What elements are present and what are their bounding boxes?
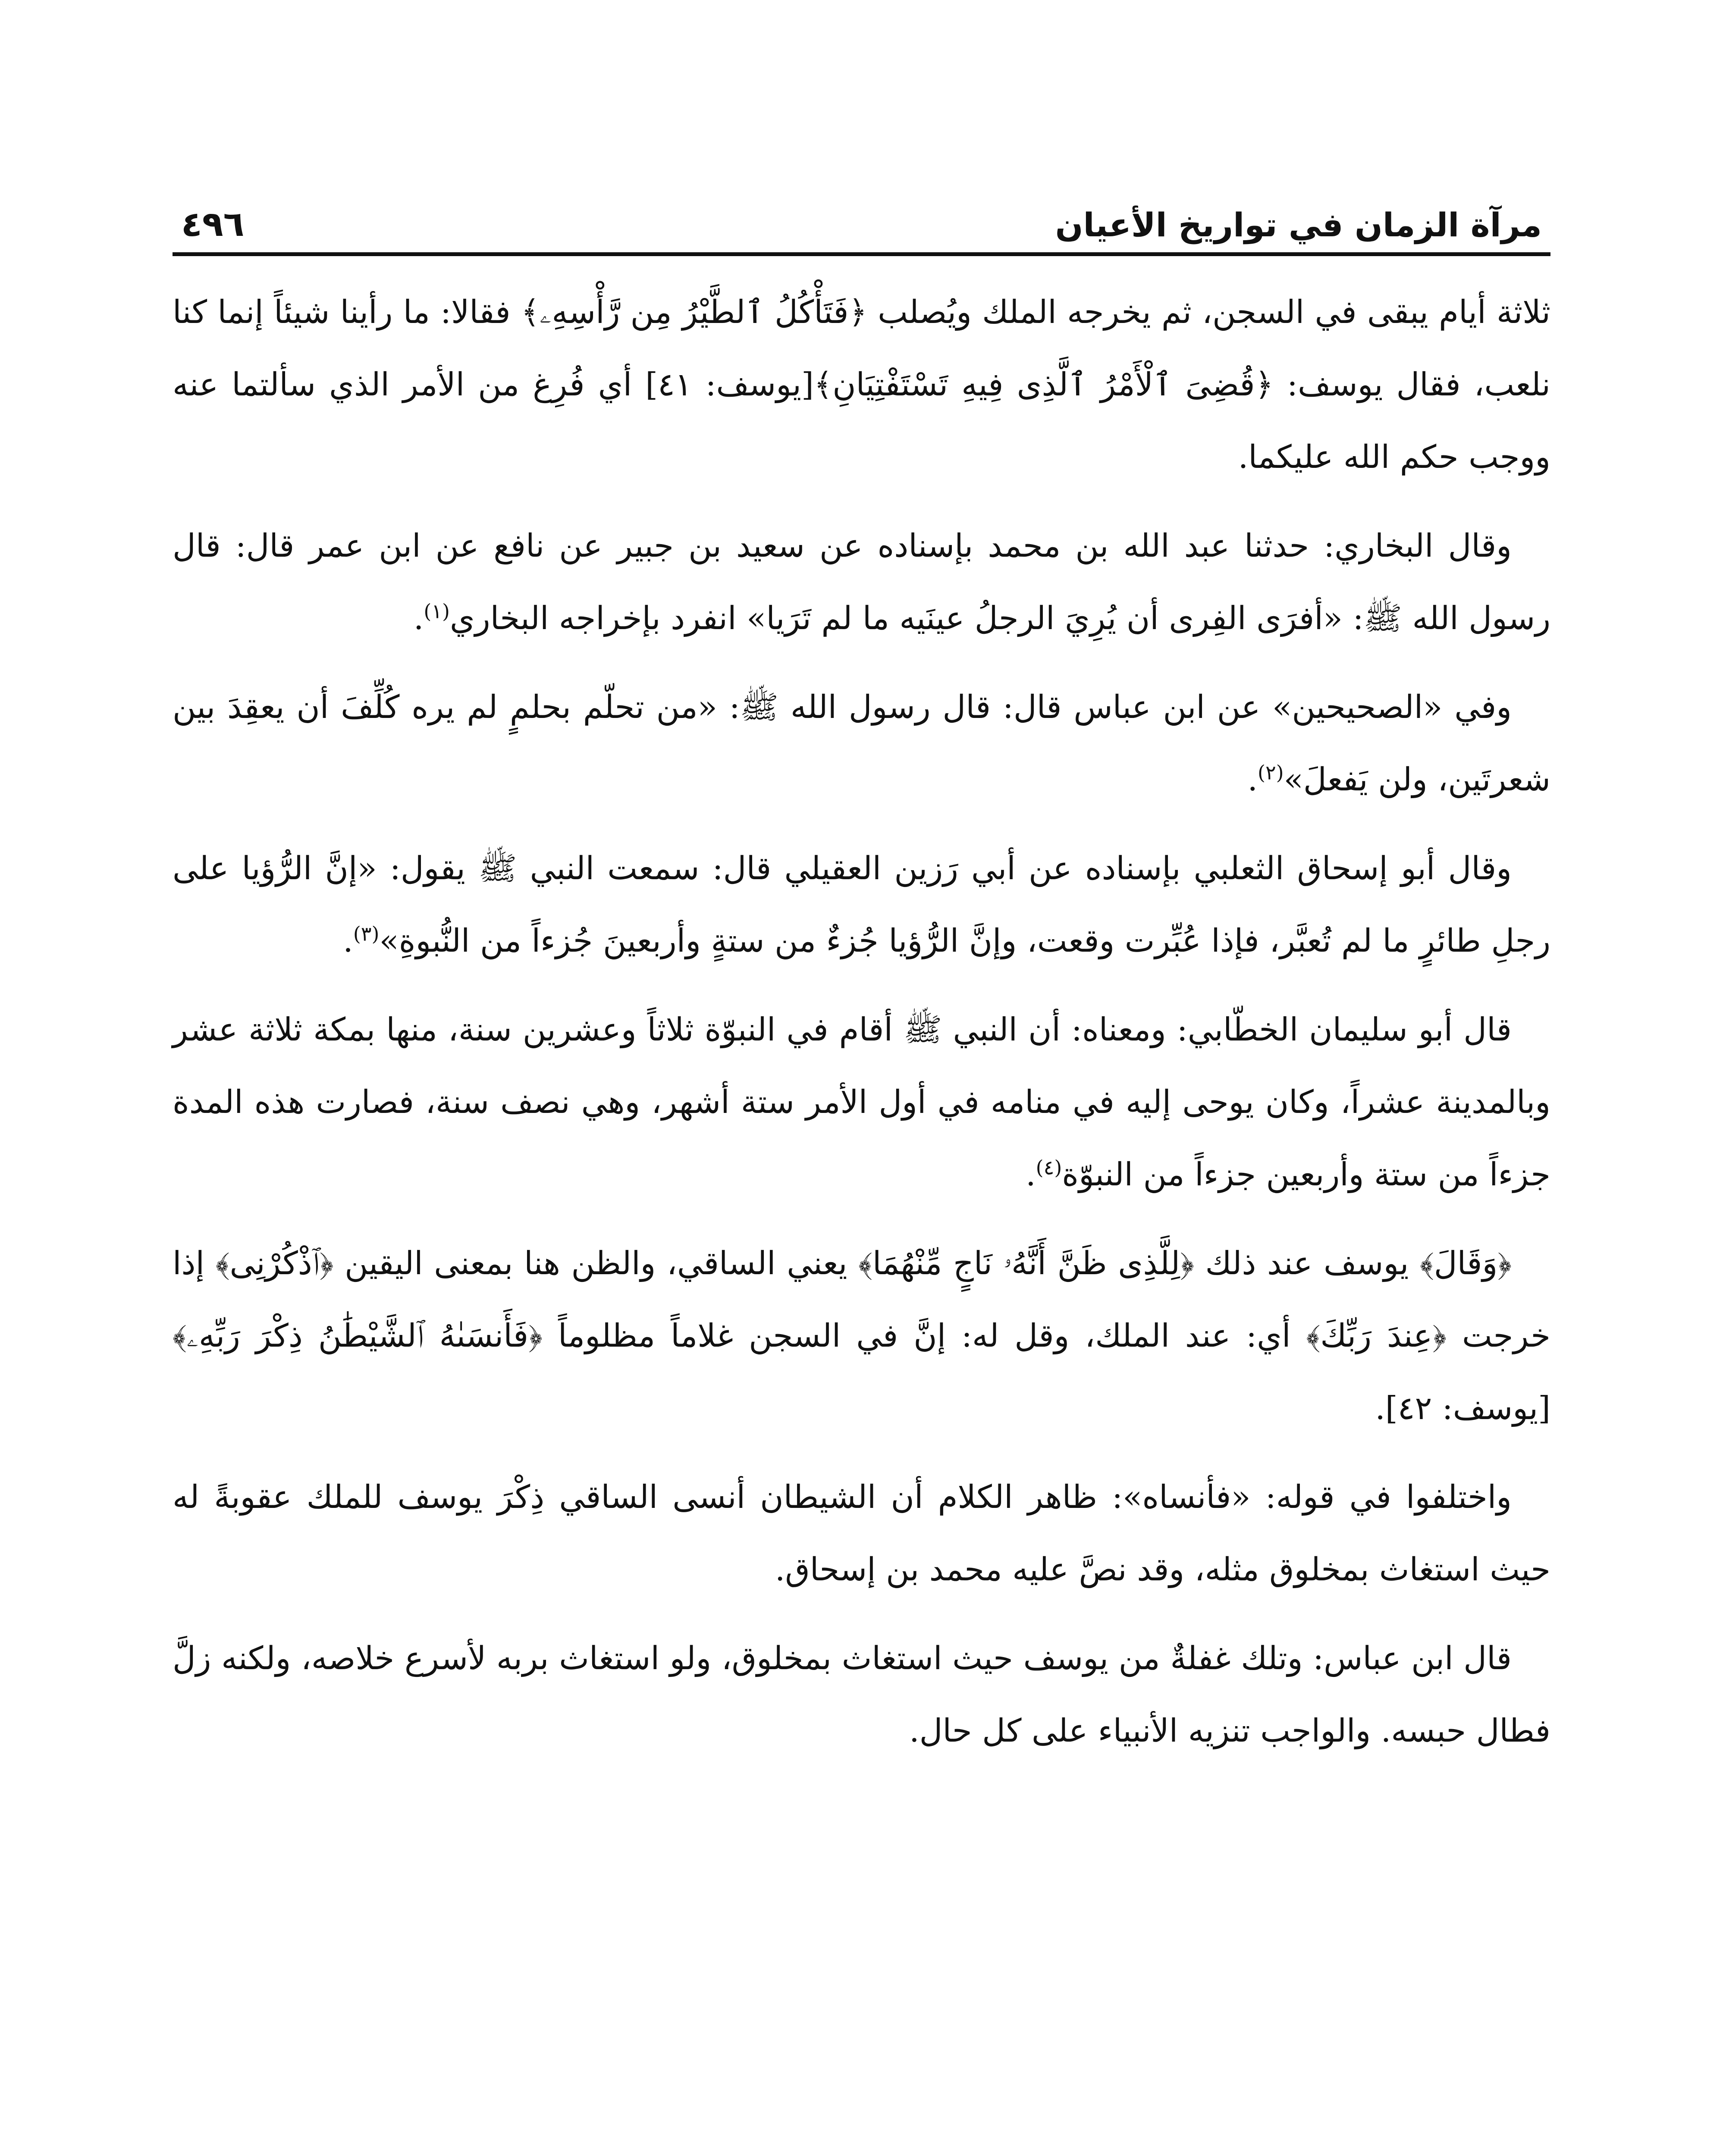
footnote-ref-1[interactable]: (١) xyxy=(424,599,450,623)
paragraph-4 xyxy=(173,832,1550,977)
paragraph-tail: . xyxy=(1247,761,1258,798)
paragraph-text: وقال البخاري: حدثنا عبد الله بن محمد بإسناده عن سعيد بن جبير عن نافع عن ابن عمر قال: قال رسول الله ﷺ: «أفرَى الفِرى أن يُرِيَ الرجلُ عينَيه ما لم تَرَيا» انفرد بإخراجه البخاري xyxy=(173,527,1550,637)
paragraph-text: قال أبو سليمان الخطّابي: ومعناه: أن النبي ﷺ أقام في النبوّة ثلاثاً وعشرين سنة، منها بمكة ثلاثة عشر وبالمدينة عشراً، وكان يوحى إليه في منامه في أول الأمر ستة أشهر، وهي نصف سنة، فصارت هذه المدة جزءاً من ستة وأربعين جزءاً من النبوّة xyxy=(173,1011,1550,1193)
paragraph-text: وفي «الصحيحين» عن ابن عباس قال: قال رسول الله ﷺ: «من تحلّم بحلمٍ لم يره كُلِّفَ أن يعقِدَ بين شعرتَين، ولن يَفعلَ» xyxy=(173,689,1550,798)
paragraph-1 xyxy=(173,276,1550,493)
paragraph-text: ﴿وَقَالَ﴾ يوسف عند ذلك ﴿لِلَّذِى ظَنَّ أَنَّهُۥ نَاجٍ مِّنْهُمَا﴾ يعني الساقي، والظن هنا بمعنى اليقين ﴿ٱذْكُرْنِى﴾ إذا خرجت ﴿عِندَ رَبِّكَ﴾ أي: عند الملك، وقل له: إنَّ في السجن غلاماً مظلوماً ﴿فَأَنسَىٰهُ ٱلشَّيْطَٰنُ ذِكْرَ رَبِّهِۦ﴾[يوسف: ٤٢]. xyxy=(173,1245,1550,1427)
paragraph-3 xyxy=(173,671,1550,816)
paragraph-tail: . xyxy=(413,600,424,637)
paragraph-6 xyxy=(173,1227,1550,1445)
footnote-ref-4[interactable]: (٤) xyxy=(1036,1156,1062,1179)
paragraph-text: قال ابن عباس: وتلك غفلةٌ من يوسف حيث استغاث بمخلوق، ولو استغاث بربه لأسرع خلاصه، ولكنه زلَّ فطال حبسه. والواجب تنزيه الأنبياء على كل حال. xyxy=(173,1640,1550,1749)
paragraph-text: وقال أبو إسحاق الثعلبي بإسناده عن أبي رَزين العقيلي قال: سمعت النبي ﷺ يقول: «إنَّ الرُّؤيا على رجلِ طائرٍ ما لم تُعبَّر، فإذا عُبِّرت وقعت، وإنَّ الرُّؤيا جُزءٌ من ستةٍ وأربعينَ جُزءاً من النُّبوةِ» xyxy=(173,850,1550,959)
page-number: ٤٩٦ xyxy=(181,204,245,244)
page-header xyxy=(181,172,1542,244)
main-text xyxy=(173,276,1550,1783)
paragraph-tail: . xyxy=(1026,1156,1036,1193)
running-title: مرآة الزمان في تواريخ الأعيان xyxy=(1055,206,1542,244)
paragraph-text: واختلفوا في قوله: «فأنساه»: ظاهر الكلام أن الشيطان أنسى الساقي ذِكْرَ يوسف للملك عقوبةً له حيث استغاث بمخلوق مثله، وقد نصَّ عليه محمد بن إسحاق. xyxy=(173,1479,1550,1588)
header-divider xyxy=(173,252,1550,256)
paragraph-8 xyxy=(173,1622,1550,1767)
paragraph-2 xyxy=(173,510,1550,655)
footnote-ref-2[interactable]: (٢) xyxy=(1257,761,1284,784)
paragraph-7 xyxy=(173,1461,1550,1606)
paragraph-5 xyxy=(173,993,1550,1211)
paragraph-text: ثلاثة أيام يبقى في السجن، ثم يخرجه الملك ويُصلب ﴿فَتَأْكُلُ ٱلطَّيْرُ مِن رَّأْسِهِۦ﴾ فقالا: ما رأينا شيئاً إنما كنا نلعب، فقال يوسف: ﴿قُضِىَ ٱلْأَمْرُ ٱلَّذِى فِيهِ تَسْتَفْتِيَانِ﴾[يوسف: ٤١] أي فُرِغ من الأمر الذي سألتما عنه ووجب حكم الله عليكما. xyxy=(173,294,1550,476)
paragraph-tail: . xyxy=(343,922,353,959)
footnote-ref-3[interactable]: (٣) xyxy=(353,922,380,946)
